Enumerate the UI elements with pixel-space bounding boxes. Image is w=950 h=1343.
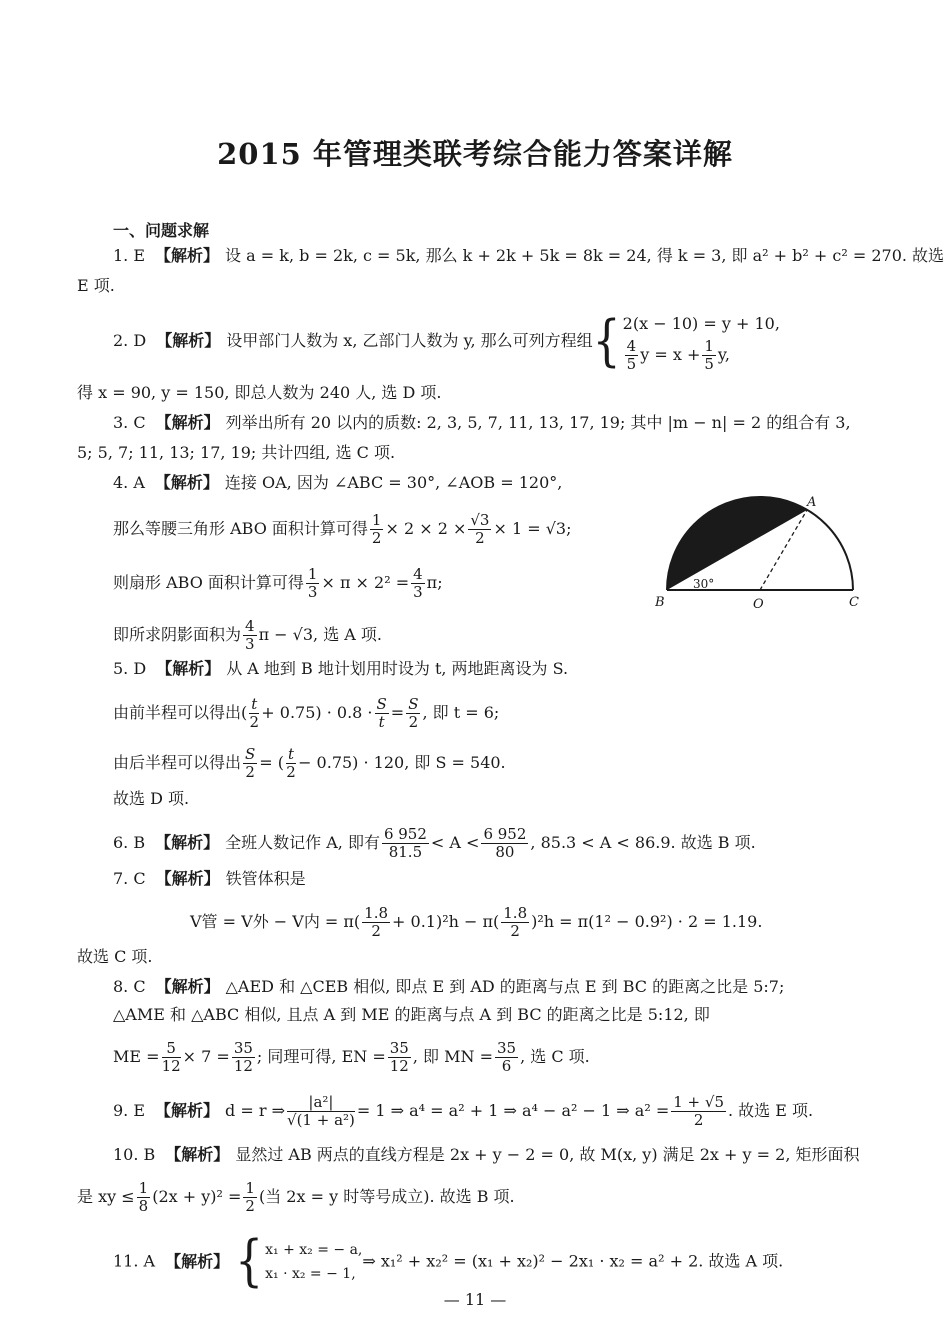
q5-line-3: 故选 D 项.	[113, 789, 190, 808]
q4-number: 4. A	[113, 473, 145, 492]
q11-line: 11. A 【解析】 { x₁ + x₂ = − a, x₁ · x₂ = − 1, ⇒ x₁² + x₂² = (x₁ + x₂)² − 2x₁ · x₂ = a² + 2. 故选 A 项.	[113, 1229, 784, 1294]
q2-cont: 得 x = 90, y = 150, 即总人数为 240 人, 选 D 项.	[77, 383, 442, 402]
label-A: A	[807, 495, 817, 510]
q1-cont: E 项.	[77, 276, 115, 295]
q10-line: 10. B 【解析】 显然过 AB 两点的直线方程是 2x + y − 2 = 0, 故 M(x, y) 满足 2x + y = 2, 矩形面积	[113, 1145, 860, 1164]
q11-number: 11. A	[113, 1251, 156, 1271]
q3-text: 列举出所有 20 以内的质数: 2, 3, 5, 7, 11, 13, 17, 19; 其中 |m − n| = 2 的组合有 3,	[225, 413, 851, 432]
q11-brace: {	[235, 1229, 264, 1294]
label-O: O	[753, 597, 764, 612]
label-C: C	[849, 595, 859, 610]
q5-text: 从 A 地到 B 地计划用时设为 t, 两地距离设为 S.	[226, 659, 569, 678]
q4-line	[113, 472, 562, 494]
q2-brace: {	[592, 309, 621, 373]
q4-figure	[655, 490, 865, 620]
q2-tag: 【解析】	[156, 331, 221, 350]
q4-line-1: 那么等腰三角形 ABO 面积计算可得 $\frac{1}{2}$ × 2 × 2 × $\frac{√3}{2}$ × 1 = √3;	[113, 511, 572, 547]
q1-text: 设 a = k, b = 2k, c = 5k, 那么 k + 2k + 5k = 8k = 24, 得 k = 3, 即 a² + b² + c² = 270. 故选	[225, 246, 945, 265]
q7-tag: 【解析】	[155, 869, 220, 888]
q2-line	[113, 310, 780, 373]
q3-tag: 【解析】	[155, 413, 220, 432]
q8-line-3: ME = $\frac{5}{12}$ × 7 = $\frac{35}{12}$ ; 同理可得, EN = $\frac{35}{12}$ , 即 MN = $\frac{35}{6}$ , 选 C 项.	[113, 1039, 590, 1075]
q7-equation: V管 = V外 − V内 = π( $\frac{1.8}{2}$ + 0.1)²h − π( $\frac{1.8}{2}$ )²h = π(1² − 0.9²) · 2 = 1.19.	[190, 904, 763, 940]
q3-cont: 5; 5, 7; 11, 13; 17, 19; 共计四组, 选 C 项.	[77, 443, 396, 462]
q3-number: 3. C	[113, 413, 146, 432]
section-heading: 一、问题求解	[113, 221, 210, 240]
q5-line	[113, 658, 568, 680]
q7-cont: 故选 C 项.	[77, 947, 153, 966]
q2-text: 设甲部门人数为 x, 乙部门人数为 y, 那么可列方程组	[226, 331, 593, 350]
page-number: — 11 —	[443, 1290, 507, 1309]
q5-tag: 【解析】	[156, 659, 221, 678]
q9-line: 9. E 【解析】 d = r ⇒ $\frac{\text{|a²|}}{\text{√(1 + a²)}}$ = 1 ⇒ a⁴ = a² + 1 ⇒ a⁴ − a² − 1 ⇒ a² = $\frac{1 + √5}{2}$ . 故选 E 项.	[113, 1093, 814, 1129]
q4-line-3: 即所求阴影面积为 $\frac{4}{3}$ π − √3, 选 A 项.	[113, 617, 383, 653]
q8-number: 8. C	[113, 977, 146, 996]
q1-number: 1. E	[113, 246, 146, 265]
q7-line: 7. C 【解析】 铁管体积是	[113, 869, 306, 888]
q4-text: 连接 OA, 因为 ∠ABC = 30°, ∠AOB = 120°,	[224, 473, 563, 492]
q4-tag: 【解析】	[154, 473, 219, 492]
q9-number: 9. E	[113, 1101, 146, 1120]
q5-number: 5. D	[113, 659, 147, 678]
q9-tag: 【解析】	[155, 1101, 220, 1120]
q8-line-2: △AME 和 △ABC 相似, 且点 A 到 ME 的距离与点 A 到 BC 的距离之比是 5:12, 即	[113, 1005, 710, 1024]
q4-line-2: 则扇形 ABO 面积计算可得 $\frac{1}{3}$ × π × 2² = $\frac{4}{3}$ π;	[113, 565, 443, 601]
page-title: 2015 年管理类联考综合能力答案详解	[217, 137, 733, 171]
q2-eq1: 2(x − 10) = y + 10,	[622, 314, 780, 333]
q6-number: 6. B	[113, 833, 146, 852]
q10-line-2: 是 xy ≤ $\frac{1}{8}$ (2x + y)² = $\frac{1}{2}$ (当 2x = y 时等号成立). 故选 B 项.	[77, 1179, 515, 1215]
shaded-segment	[667, 497, 807, 590]
q11-tag: 【解析】	[165, 1251, 230, 1271]
label-angle: 30°	[693, 577, 715, 591]
q5-line-2: 由后半程可以得出 $\frac{S}{2}$ = ( $\frac{t}{2}$ − 0.75) · 120, 即 S = 540.	[113, 745, 506, 781]
q6-line: 6. B 【解析】 全班人数记作 A, 即有 $\frac{6 952}{81.5}$ < A < $\frac{6 952}{80}$ , 85.3 < A < 86.9. 故选 B 项.	[113, 825, 756, 861]
q2-system	[623, 310, 780, 373]
q7-number: 7. C	[113, 869, 146, 888]
q5-line-1: 由前半程可以得出( $\frac{t}{2}$ + 0.75) · 0.8 · $\frac{S}{t}$ = $\frac{S}{2}$ , 即 t = 6;	[113, 695, 500, 731]
q8-line: 8. C 【解析】 △AED 和 △CEB 相似, 即点 E 到 AD 的距离与点 E 到 BC 的距离之比是 5:7;	[113, 977, 785, 996]
q6-tag: 【解析】	[155, 833, 220, 852]
q8-tag: 【解析】	[155, 977, 220, 996]
label-B: B	[655, 595, 665, 610]
q2-eq2: $\frac{4}{5}$ y = x + $\frac{1}{5}$ y,	[626, 337, 730, 373]
q1-tag: 【解析】	[155, 246, 220, 265]
q3-line	[113, 412, 851, 434]
q2-number: 2. D	[113, 331, 147, 350]
q10-number: 10. B	[113, 1145, 156, 1164]
q10-tag: 【解析】	[165, 1145, 230, 1164]
q1-line	[113, 245, 944, 267]
q11-system: x₁ + x₂ = − a, x₁ · x₂ = − 1,	[265, 1242, 363, 1282]
